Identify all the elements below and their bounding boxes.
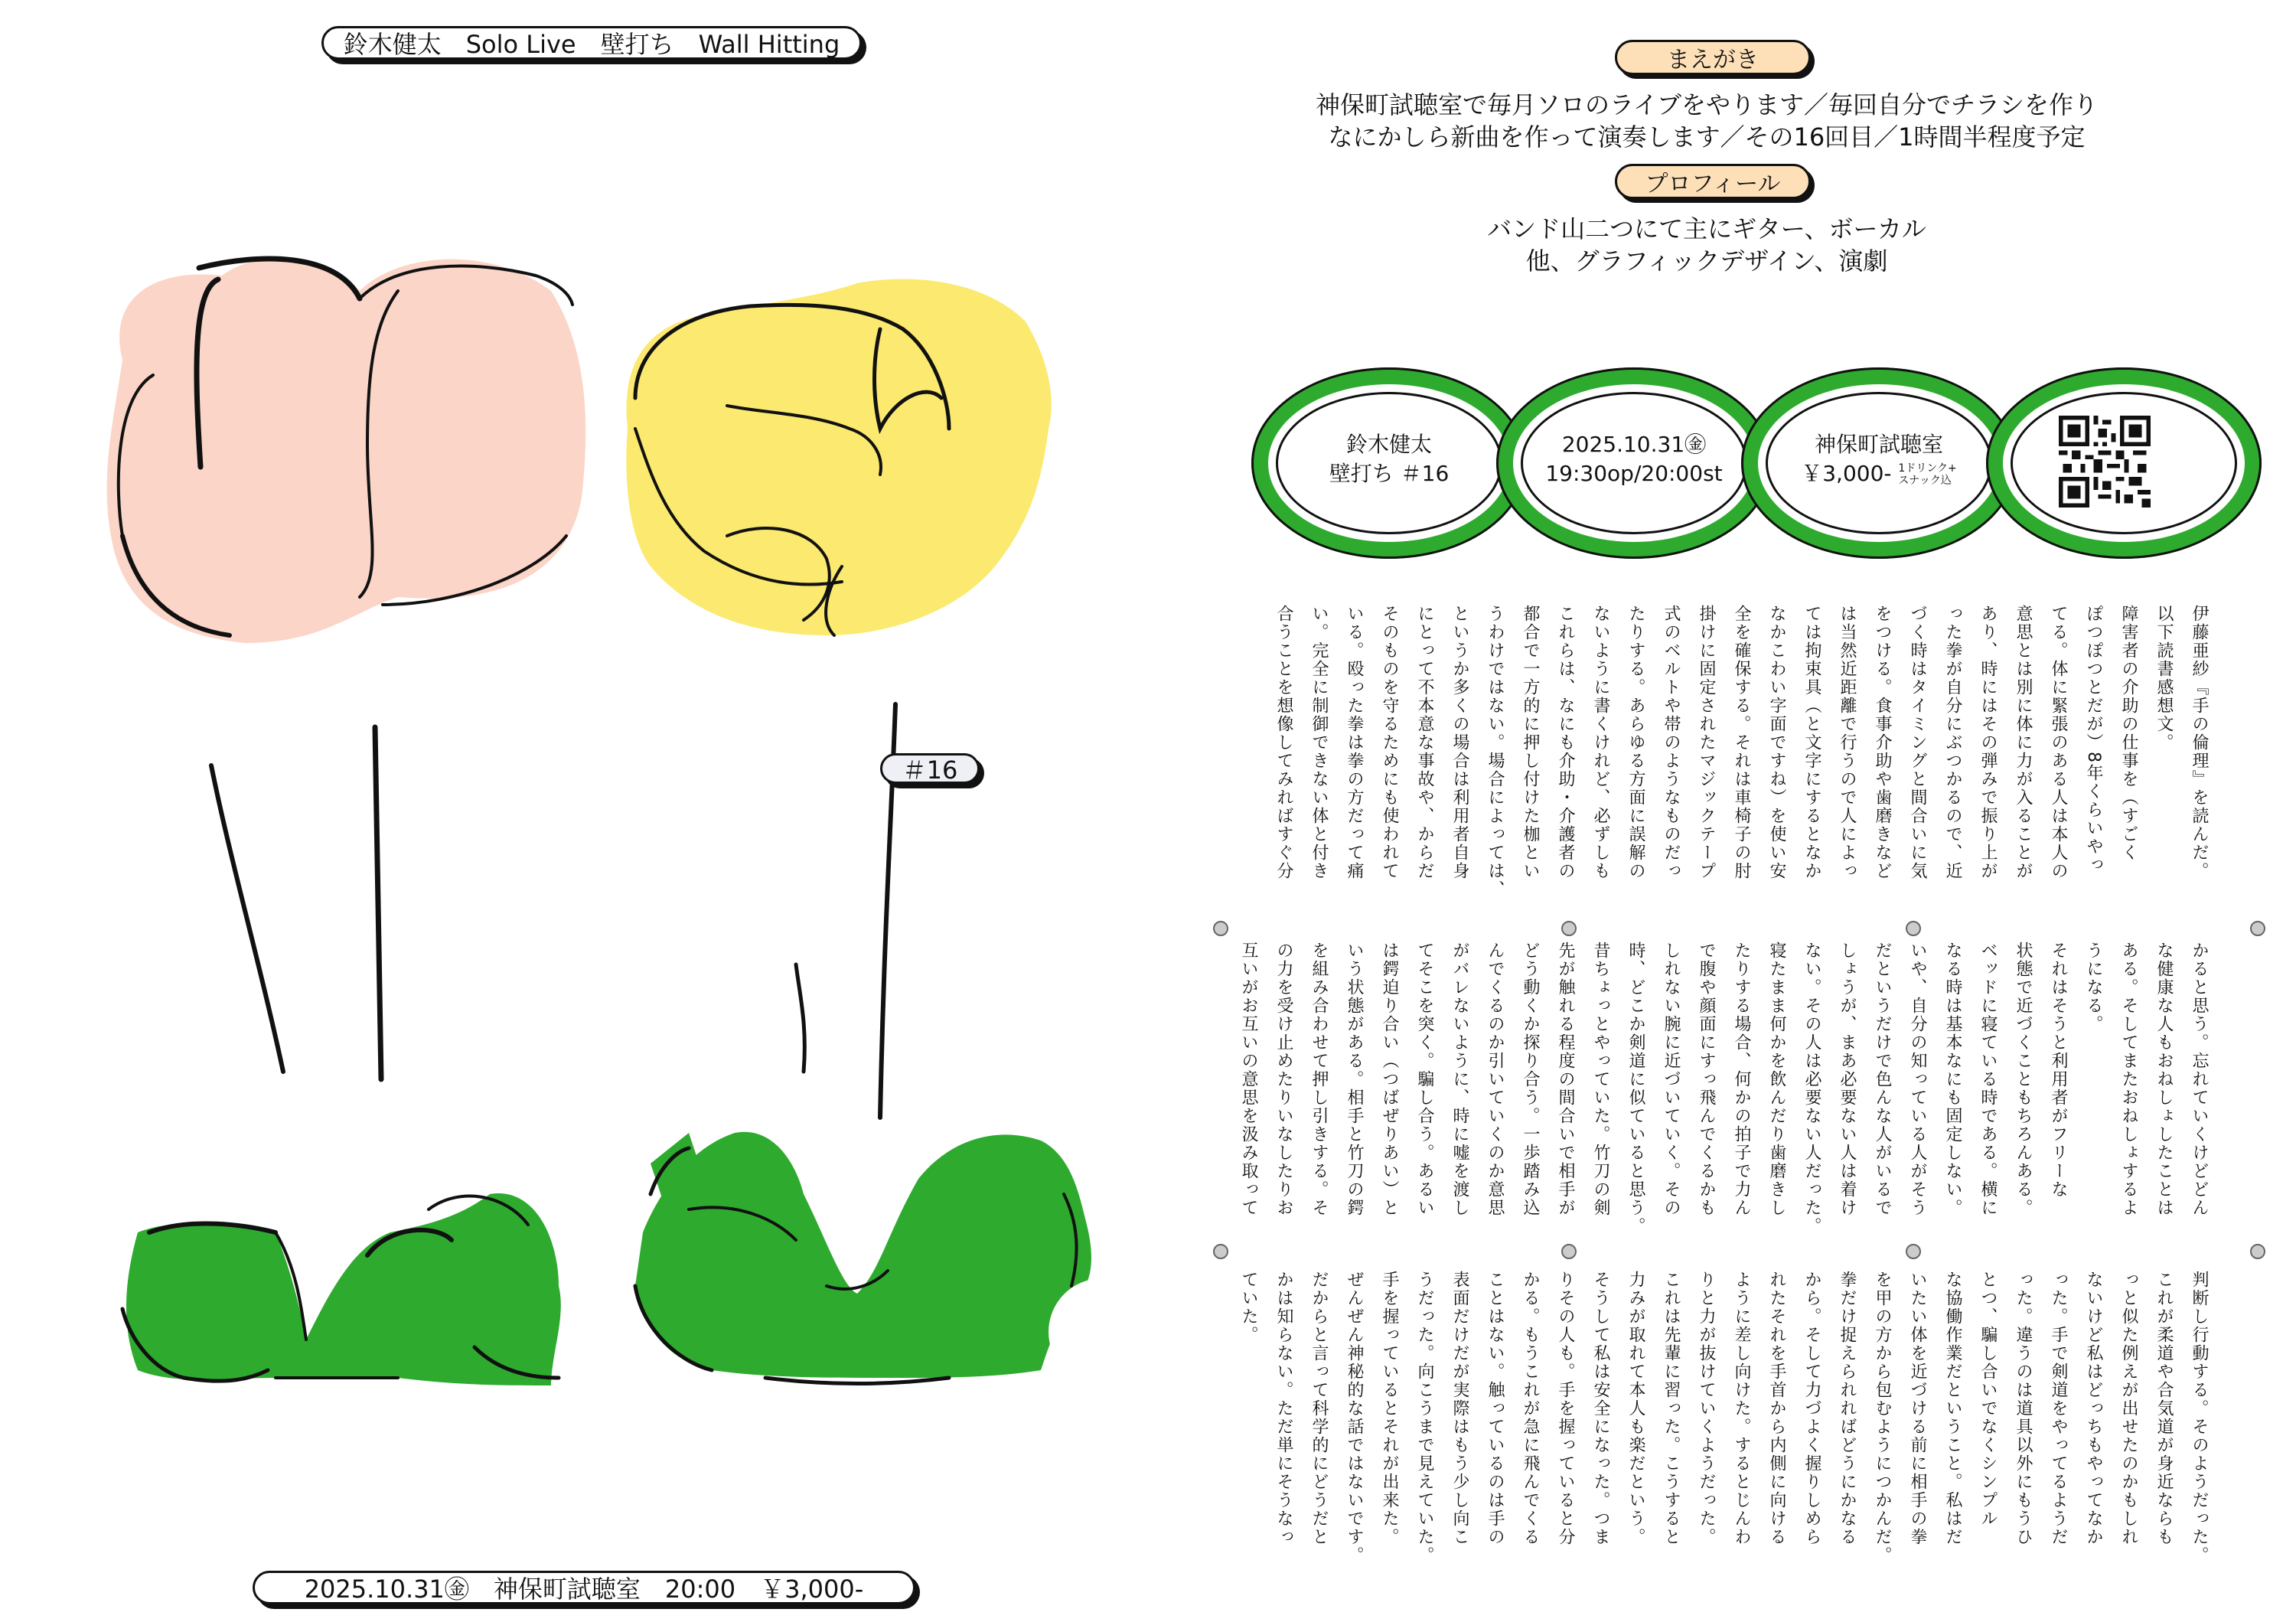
essay-line: うだった。向こうまで見えていた。 <box>1415 1271 1434 1565</box>
qr-code-icon[interactable] <box>2059 416 2151 507</box>
essay-line: ベッドに寝ている時である。横に <box>1978 942 1998 1217</box>
essay-line: んでくるのか引いていくのか意思 <box>1486 942 1505 1217</box>
essay-line: というか多くの場合は利用者自身 <box>1450 605 1469 880</box>
header-title: 鈴木健太 Solo Live 壁打ち Wall Hitting <box>343 30 840 59</box>
separator-dot <box>1906 1244 1921 1259</box>
essay-line: 昔ちょっとやっていた。竹刀の剣 <box>1591 942 1610 1217</box>
essay-line: にとって不本意な事故や、からだ <box>1415 605 1434 880</box>
price: ￥3,000- <box>1801 461 1892 486</box>
essay-line: うになる。 <box>2084 942 2103 1033</box>
essay-line: たりする。あらゆる方面に誤解の <box>1626 605 1645 880</box>
essay-line: 互いがお互いの意思を汲み取って <box>1239 942 1258 1217</box>
essay-line: ては拘束具（と文字にするとなか <box>1802 605 1821 880</box>
arm-lines <box>211 704 895 1118</box>
essay-line: ない。その人は必要ない人だった。 <box>1802 942 1821 1235</box>
essay-block-middle <box>1232 942 2227 1263</box>
essay-line: な協働作業だということ。私はだ <box>1943 1271 1962 1546</box>
essay-line: った。違うのは道具以外にもうひ <box>2014 1271 2033 1546</box>
essay-line: がバレないように、時に嘘を渡し <box>1450 942 1469 1217</box>
essay-line: は鍔迫り合い（つばぜりあい）と <box>1380 942 1399 1217</box>
essay-line: 式のベルトや帯のようなものだっ <box>1662 605 1681 880</box>
datetime-block <box>1527 430 1741 488</box>
essay-line: いたい体を近づける前に相手の拳 <box>1908 1271 1927 1546</box>
essay-line: を組み合わせて押し引きする。そ <box>1309 942 1329 1217</box>
essay-line: いる。殴った拳は拳の方だって痛 <box>1345 605 1364 880</box>
separator-dot <box>1213 1244 1228 1259</box>
essay-line: どう動くか探り合う。一歩踏み込 <box>1521 942 1540 1217</box>
preface-line-1: 神保町試聴室で毎月ソロのライブをやります／毎回自分でチラシを作り <box>1315 90 2099 119</box>
essay-line: で腹や顔面にすっ飛んでくるかも <box>1697 942 1716 1217</box>
performer-name: 鈴木健太 <box>1345 432 1432 457</box>
essay-line: 以下読書感想文。 <box>2154 605 2174 752</box>
green-blob-right <box>635 1132 1148 1385</box>
essay-line: の力を受け止めたりいなしたりお <box>1274 942 1293 1217</box>
separator-dot <box>1561 921 1577 936</box>
essay-line: しれない腕に近づいていく。その <box>1662 942 1681 1217</box>
essay-line: い。完全に制御できない体と付き <box>1309 605 1329 880</box>
issue-number: ＃16 <box>902 756 958 785</box>
event-date: 2025.10.31㊎ <box>1561 432 1707 457</box>
profile-text <box>1270 213 2143 277</box>
venue-name: 神保町試聴室 <box>1814 432 1943 457</box>
essay-line: だというだけで色んな人がいるで <box>1873 942 1892 1217</box>
essay-line: 掛けに固定されたマジックテープ <box>1697 605 1716 880</box>
essay-line: 寝たまま何かを飲んだり歯磨きし <box>1767 942 1786 1217</box>
performer-block <box>1282 430 1496 488</box>
price-note <box>1898 462 1956 487</box>
essay-line: っと似た例えが出せたのかもしれ <box>2119 1271 2138 1546</box>
essay-line: あり、時にはその弾みで振り上が <box>1978 605 1998 880</box>
essay-line: だからと言って科学的にどうだと <box>1309 1271 1329 1546</box>
essay-line: たりする場合、何かの拍子で力ん <box>1732 942 1751 1217</box>
essay-line: ないけど私はどっちもやってなか <box>2084 1271 2103 1546</box>
yellow-blob <box>626 279 1051 635</box>
essay-line: かは知らない。ただ単にそうなっ <box>1274 1271 1293 1546</box>
preface-tag-label: まえがき <box>1667 47 1759 73</box>
essay-block-lower <box>1232 1271 2227 1592</box>
essay-line: かる。もうこれが急に飛んでくる <box>1521 1271 1540 1546</box>
venue-block <box>1768 430 1990 488</box>
essay-line: ように差し向けた。するとじんわ <box>1732 1271 1751 1546</box>
essay-line: なる時は基本なにも固定しない。 <box>1943 942 1962 1217</box>
essay-block-upper <box>1232 605 2227 926</box>
price-note-1: 1ドリンク+ <box>1898 462 1957 475</box>
profile-tag <box>1615 164 1811 199</box>
essay-line: てる。体に緊張のある人は本人の <box>2049 605 2068 880</box>
essay-line: それはそうと利用者がフリーな <box>2049 942 2068 1199</box>
profile-tag-label: プロフィール <box>1645 171 1781 197</box>
essay-line: かると思う。忘れていくけどどん <box>2190 942 2209 1217</box>
essay-line: 時、どこか剣道に似ていると思う。 <box>1626 942 1645 1235</box>
essay-line: 表面だけだが実際はもう少し向こ <box>1450 1271 1469 1546</box>
essay-line: ないように書くけれど、必ずしも <box>1591 605 1610 880</box>
separator-dot <box>1561 1244 1577 1259</box>
essay-line: は当然近距離で行うので人によっ <box>1838 605 1857 880</box>
separator-dot <box>1213 921 1228 936</box>
essay-line: 拳だけ捉えられればどうにかなる <box>1838 1271 1857 1546</box>
footer-info-pill <box>253 1571 915 1604</box>
essay-line: りその人も。手を握っていると分 <box>1556 1271 1575 1546</box>
essay-line: そのものを守るためにも使われて <box>1380 605 1399 880</box>
essay-line: りと力が抜けていくようだった。 <box>1697 1271 1716 1546</box>
essay-line: 都合で一方的に押し付けた枷とい <box>1521 605 1540 880</box>
essay-line: 判断し行動する。そのようだった。 <box>2190 1271 2209 1565</box>
essay-line: 力みが取れて本人も楽だという。 <box>1626 1271 1645 1546</box>
essay-line: 先が触れる程度の間合いで相手が <box>1556 942 1575 1217</box>
essay-line: 合うことを想像してみればすぐ分 <box>1274 605 1293 880</box>
preface-text <box>1270 89 2143 153</box>
essay-line: 障害者の介助の仕事を（すごく <box>2119 605 2138 862</box>
essay-line: な健康な人もおねしょしたことは <box>2154 942 2174 1217</box>
issue-number-badge <box>880 753 980 784</box>
essay-line: てそこを突く。騙し合う。あるい <box>1415 942 1434 1217</box>
price-note-2: スナック込 <box>1898 475 1952 487</box>
profile-line-1: バンド山二つにて主にギター、ボーカル <box>1487 214 1926 243</box>
essay-line: なかこわい字面ですね）を使い安 <box>1767 605 1786 880</box>
essay-line: そうして私は安全になった。つま <box>1591 1271 1610 1546</box>
essay-line: うわけではない。場合によっては、 <box>1486 605 1505 899</box>
essay-line: れたそれを手首から内側に向ける <box>1767 1271 1786 1546</box>
essay-line: 全を確保する。それは車椅子の肘 <box>1732 605 1751 880</box>
essay-line: 手を握っているとそれが出来た。 <box>1380 1271 1399 1546</box>
preface-tag <box>1615 40 1811 75</box>
footer-info: 2025.10.31㊎ 神保町試聴室 20:00 ￥3,000- <box>304 1575 864 1604</box>
essay-line: これが柔道や合気道が身近ならも <box>2154 1271 2174 1546</box>
essay-line: ていた。 <box>1239 1271 1258 1344</box>
separator-dot <box>1906 921 1921 936</box>
essay-line: づく時はタイミングと間合いに気 <box>1908 605 1927 880</box>
essay-line: ぜんぜん神秘的な話ではないです。 <box>1345 1271 1364 1565</box>
essay-line: を甲の方から包むようにつかんだ。 <box>1873 1271 1892 1565</box>
preface-line-2: なにかしら新曲を作って演奏します／その16回目／1時間半程度予定 <box>1328 122 2086 152</box>
essay-line: ぽつぽつとだが）8年くらいやっ <box>2084 605 2103 874</box>
essay-line: しょうが、まあ必要ない人は着け <box>1838 942 1857 1217</box>
essay-line: いう状態がある。相手と竹刀の鍔 <box>1345 942 1364 1217</box>
essay-line: これは先輩に習った。こうすると <box>1662 1271 1681 1546</box>
profile-line-2: 他、グラフィックデザイン、演劇 <box>1525 246 1888 276</box>
essay-line: とつ、騙し合いでなくシンプル <box>1978 1271 1998 1528</box>
event-time: 19:30op/20:00st <box>1545 461 1723 486</box>
essay-line: をつける。食事介助や歯磨きなど <box>1873 605 1892 880</box>
essay-line: った拳が自分にぶつかるので、近 <box>1943 605 1962 880</box>
essay-line: ある。そしてまたおねしょするよ <box>2119 942 2138 1217</box>
green-blob-left <box>122 1193 561 1385</box>
series-label: 壁打ち ＃16 <box>1329 461 1450 486</box>
essay-line: ことはない。触っているのは手の <box>1486 1271 1505 1546</box>
essay-line: 意思とは別に体に力が入ることが <box>2014 605 2033 880</box>
essay-line: った。手で剣道をやってるようだ <box>2049 1271 2068 1546</box>
essay-line: これらは、なにも介助・介護者の <box>1556 605 1575 880</box>
pink-blob <box>107 257 586 643</box>
separator-dot <box>2250 1244 2265 1259</box>
essay-line: から。そして力づよく握りしめら <box>1802 1271 1821 1546</box>
essay-line: 状態で近づくこともちろんある。 <box>2014 942 2033 1217</box>
separator-dot <box>2250 921 2265 936</box>
essay-line: いや、自分の知っている人がそう <box>1908 942 1927 1217</box>
essay-line: 伊藤亜紗『手の倫理』を読んだ。 <box>2190 605 2209 880</box>
